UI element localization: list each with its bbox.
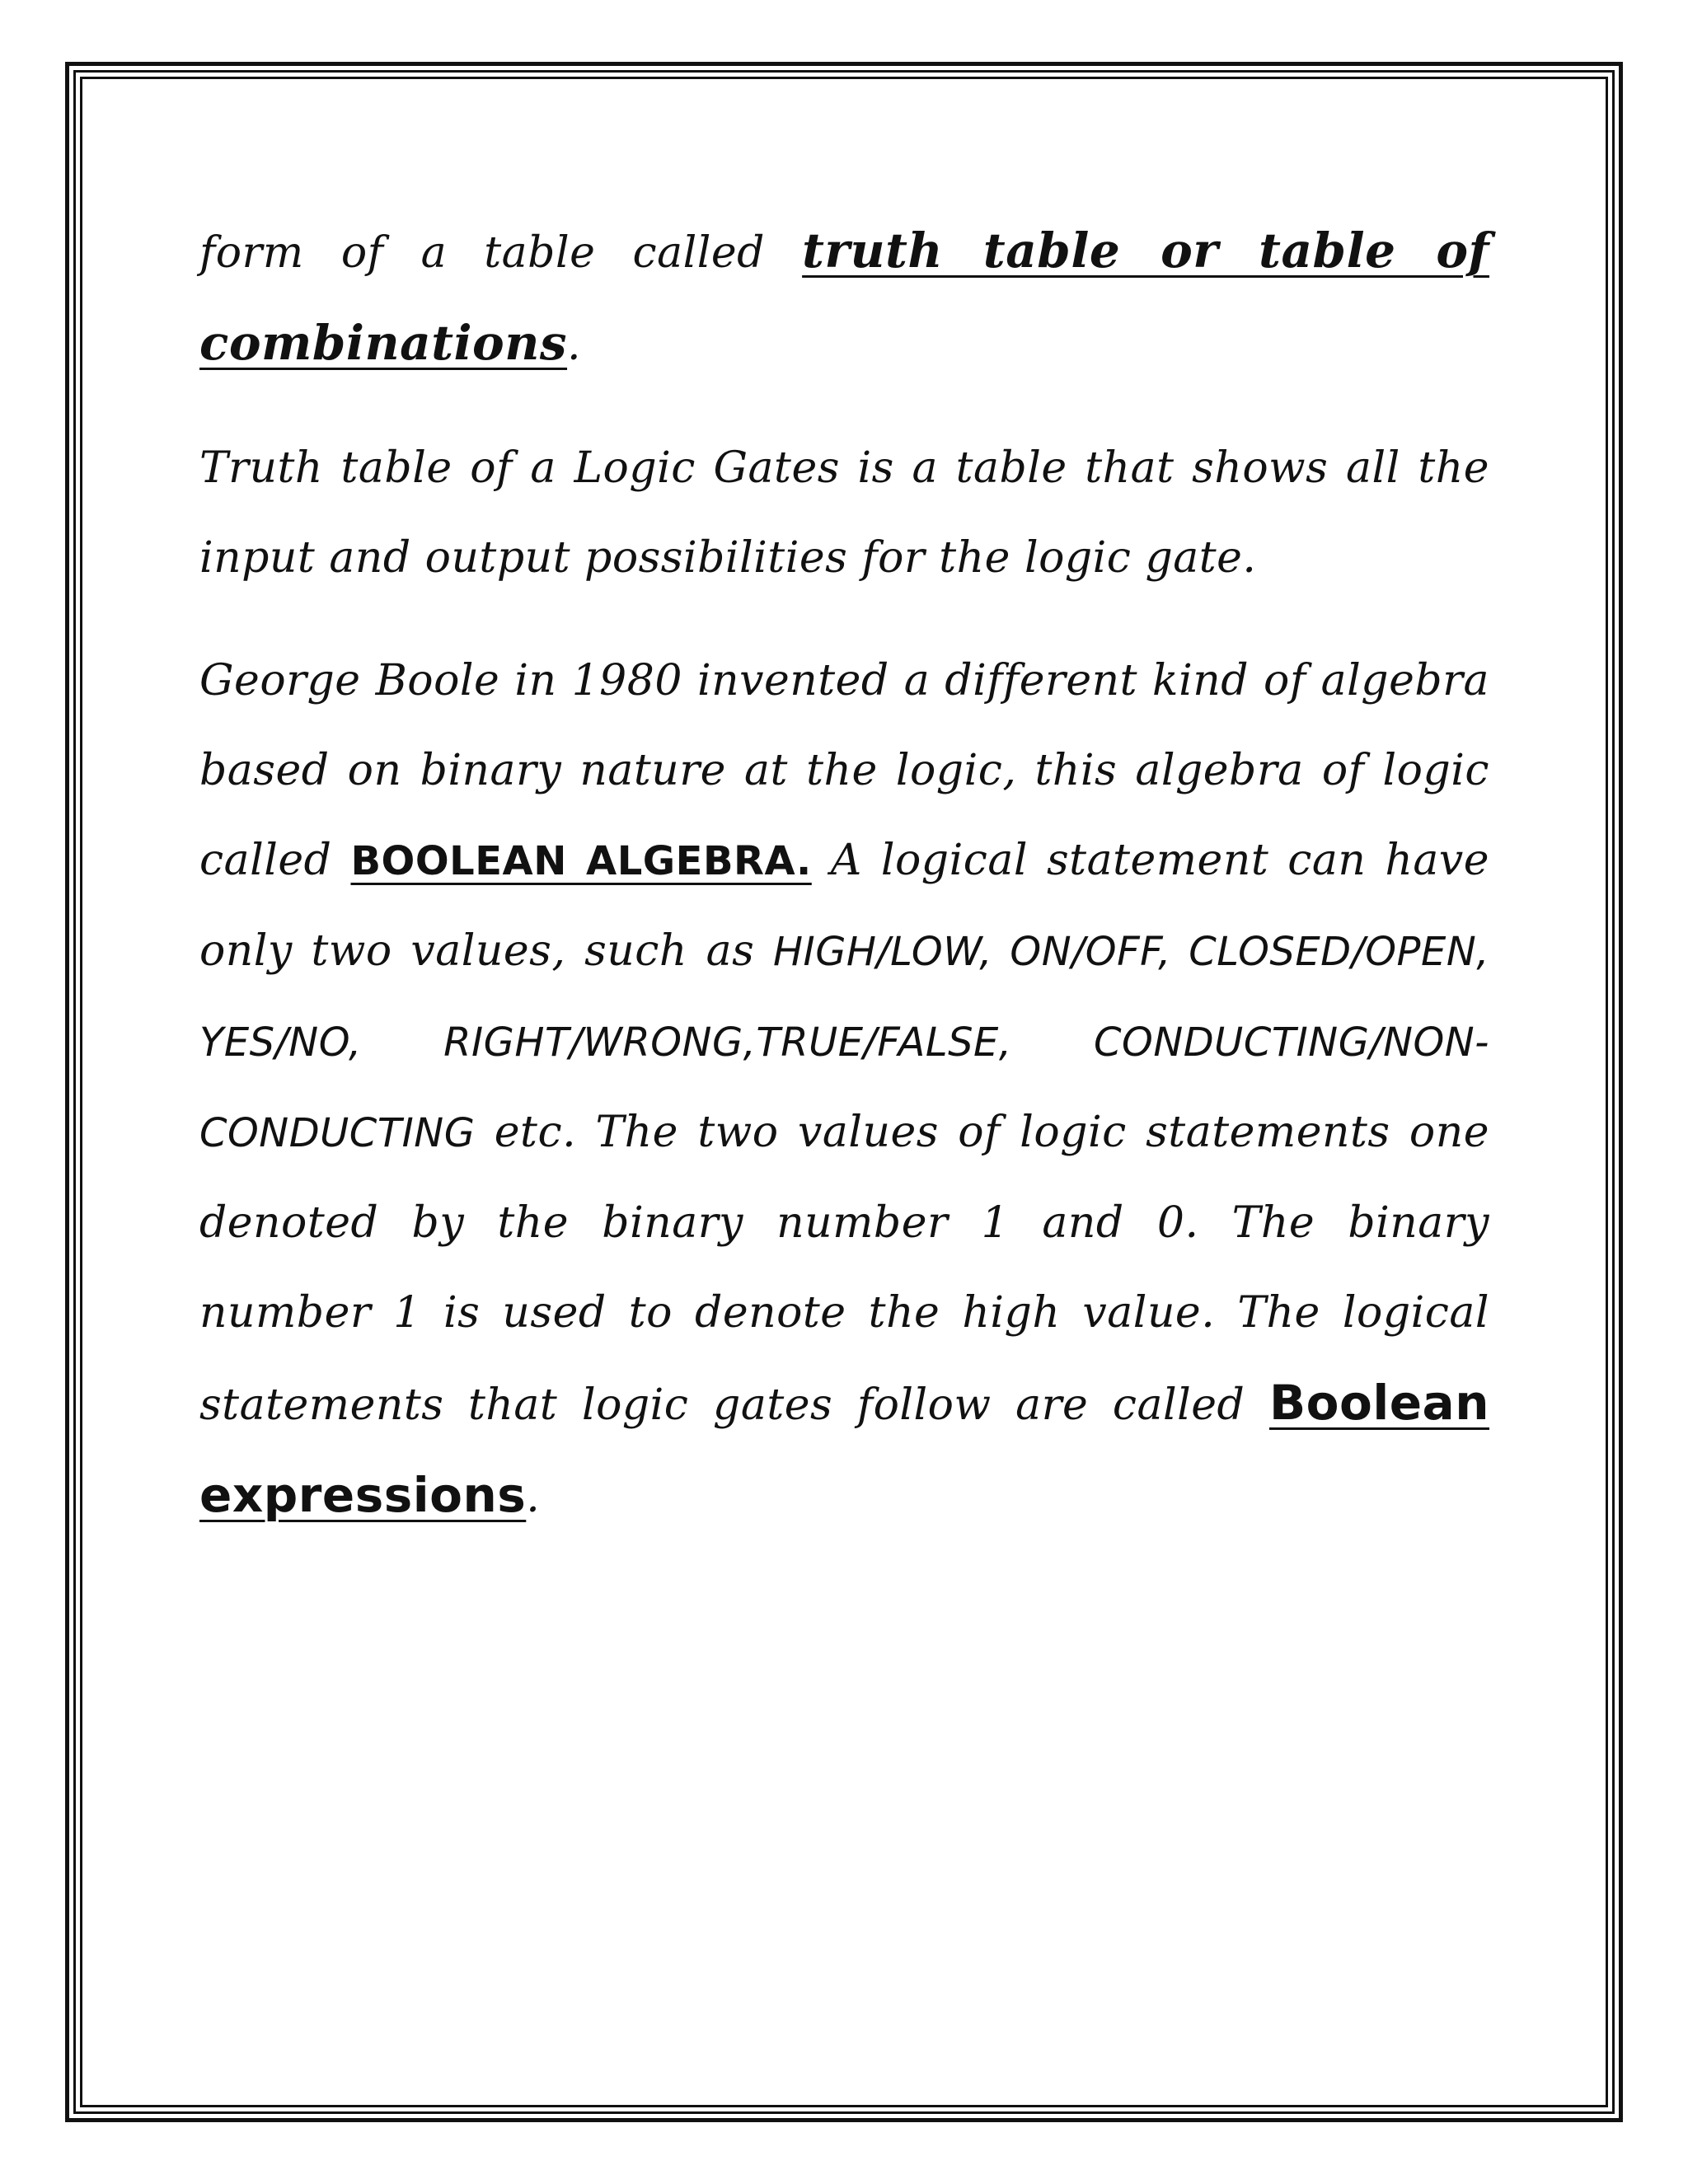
p3-text-3: etc. The two values of logic statements one denoted by the binary number 1 and 0. The binary number 1 is used to denote the high value. The logical statements that logic gates follow are called: [199, 1108, 1489, 1430]
paragraph-truth-table-intro: [199, 206, 1489, 391]
p3-text-end: .: [526, 1473, 541, 1522]
p3-text-1: George Boole in 1980 invented a different kind of algebra based on binary nature at the logic, this algebra of logic called: [199, 656, 1489, 885]
paragraph-truth-table-definition: [199, 424, 1489, 603]
boolean-expressions-term: Boolean expressions: [199, 1375, 1489, 1523]
p1-text-before: form of a table called: [199, 228, 803, 278]
p2-text: Truth table of a Logic Gates is a table that shows all the input and output possibilities for the logic gate.: [199, 443, 1489, 583]
paragraph-boolean-algebra: [199, 636, 1489, 1543]
p3-text-2: A logical statement can have only two values, such as: [199, 836, 1489, 976]
truth-table-term: truth table or table of combinations: [199, 223, 1489, 371]
document-body: [199, 206, 1489, 1576]
p1-text-after: .: [567, 321, 582, 370]
boolean-algebra-term: BOOLEAN ALGEBRA.: [350, 838, 812, 884]
value-pair-examples: HIGH/LOW, ON/OFF, CLOSED/OPEN, YES/NO, RIGHT/WRONG,TRUE/FALSE, CONDUCTING/NON-CONDUCTING: [199, 929, 1489, 1156]
